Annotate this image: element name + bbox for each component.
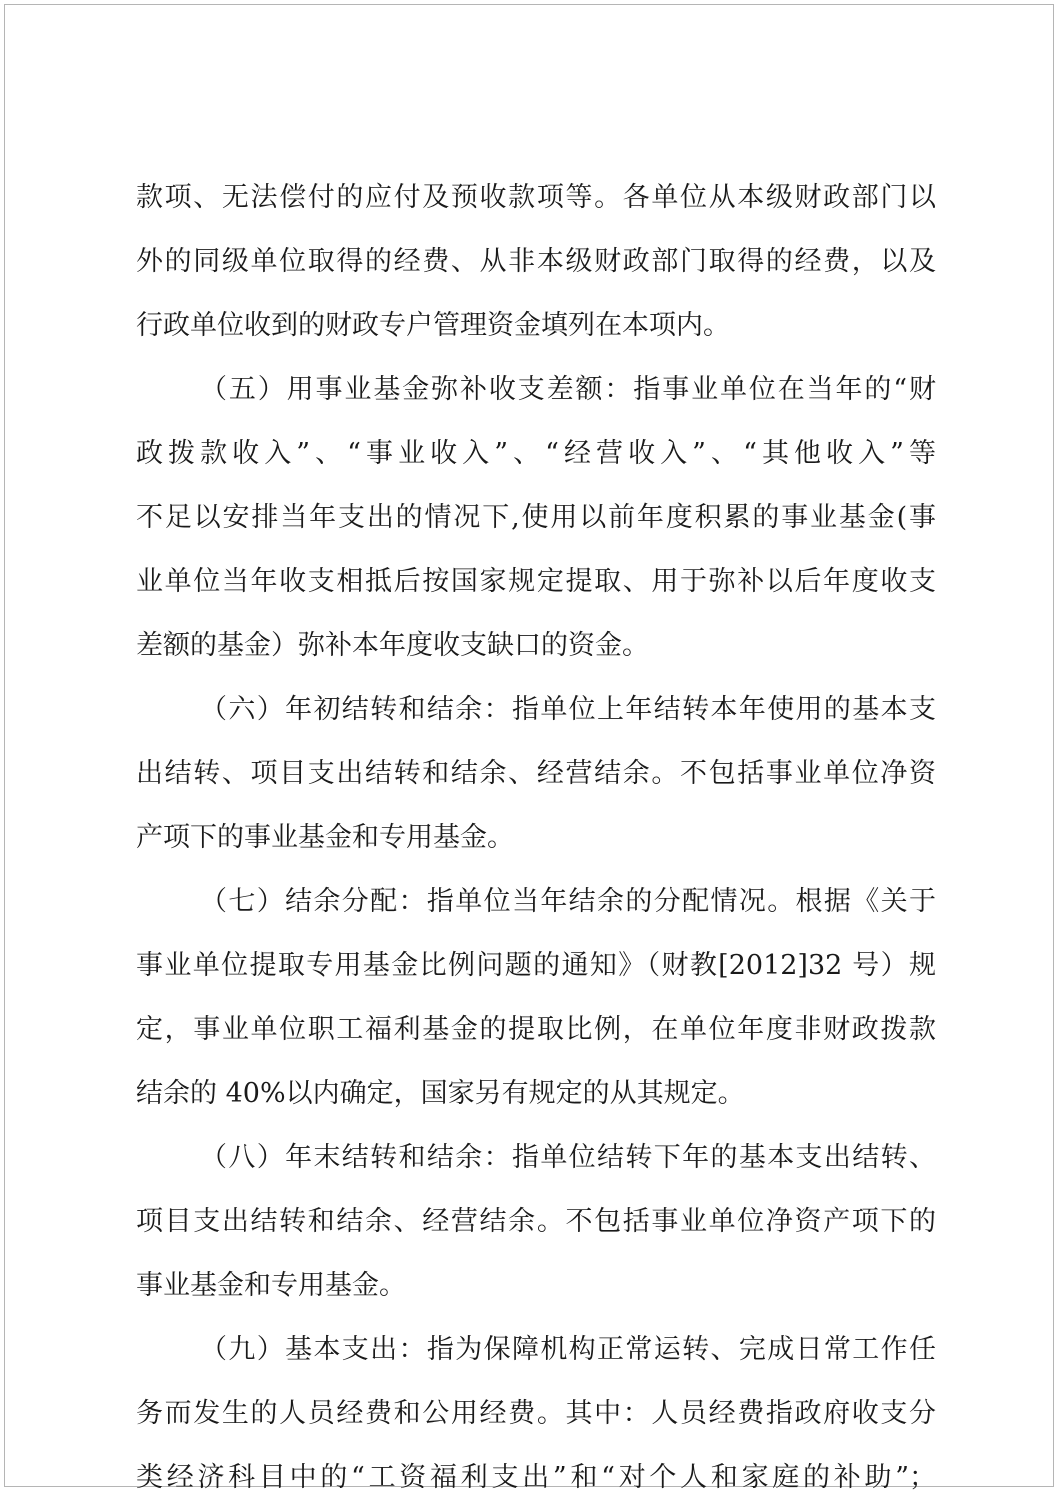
text-line: 差额的基金）弥补本年度收支缺口的资金。	[136, 630, 649, 661]
text-line: 业单位当年收支相抵后按国家规定提取、用于弥补以后年度收支	[136, 566, 936, 597]
paragraph-heading-line: （六）年初结转和结余：指单位上年结转本年使用的基本支	[200, 694, 936, 725]
text-line: 外的同级单位取得的经费、从非本级财政部门取得的经费，以及	[136, 246, 936, 277]
text-line: 行政单位收到的财政专户管理资金填列在本项内。	[136, 310, 730, 341]
text-line: 出结转、项目支出结转和结余、经营结余。不包括事业单位净资	[136, 758, 936, 789]
paragraph-heading-line: （五）用事业基金弥补收支差额：指事业单位在当年的“财	[200, 374, 936, 405]
text-line: 务而发生的人员经费和公用经费。其中：人员经费指政府收支分	[136, 1398, 936, 1429]
paragraph-heading-line: （七）结余分配：指单位当年结余的分配情况。根据《关于	[200, 886, 936, 917]
text-line: 政拨款收入”、“事业收入”、“经营收入”、“其他收入”等	[136, 438, 936, 469]
text-line: 定，事业单位职工福利基金的提取比例，在单位年度非财政拨款	[136, 1014, 936, 1045]
text-line: 产项下的事业基金和专用基金。	[136, 822, 514, 853]
text-line: 不足以安排当年支出的情况下,使用以前年度积累的事业基金(事	[136, 502, 936, 533]
text-line: 类经济科目中的“工资福利支出”和“对个人和家庭的补助”；	[136, 1462, 936, 1493]
text-line: 款项、无法偿付的应付及预收款项等。各单位从本级财政部门以	[136, 182, 936, 213]
document-body	[136, 166, 936, 1510]
text-line: 结余的 40%以内确定，国家另有规定的从其规定。	[136, 1078, 745, 1109]
paragraph-heading-line: （九）基本支出：指为保障机构正常运转、完成日常工作任	[200, 1334, 936, 1365]
text-line: 项目支出结转和结余、经营结余。不包括事业单位净资产项下的	[136, 1206, 936, 1237]
text-line: 事业单位提取专用基金比例问题的通知》（财教[2012]32 号）规	[136, 950, 936, 981]
paragraph-heading-line: （八）年末结转和结余：指单位结转下年的基本支出结转、	[200, 1142, 936, 1173]
text-line: 事业基金和专用基金。	[136, 1270, 406, 1301]
